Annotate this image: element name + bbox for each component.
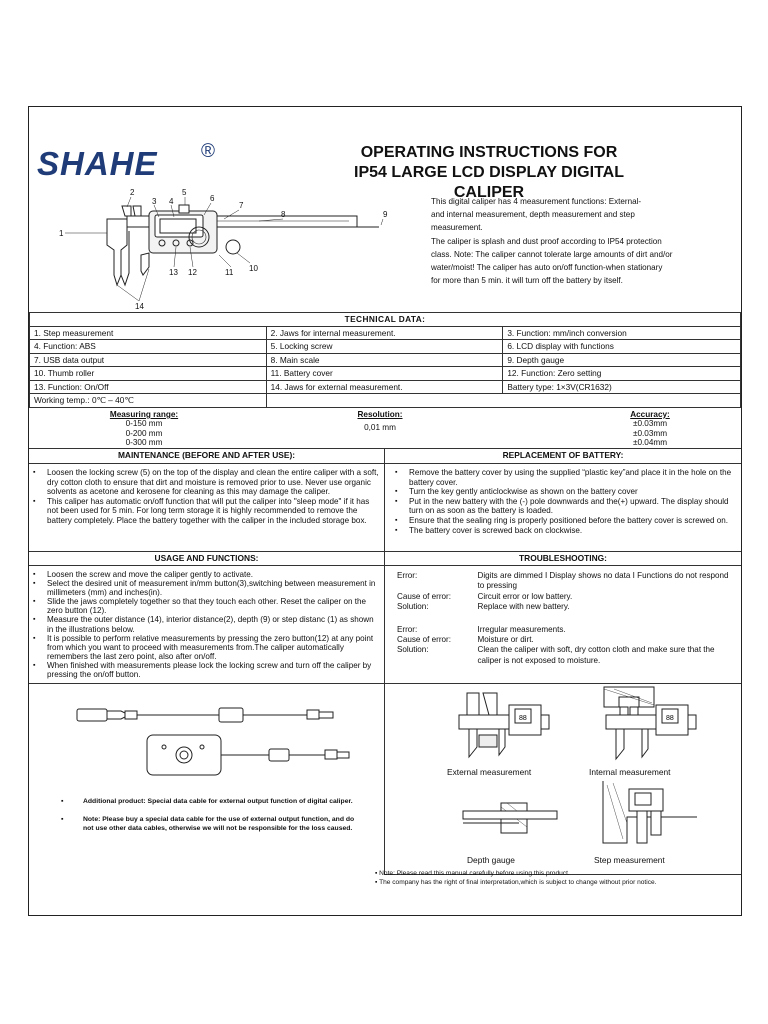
table-cell: 8. Main scale [266, 353, 503, 367]
internal-measurement-figure [594, 687, 704, 767]
title-line-2: IP54 LARGE LCD DISPLAY DIGITAL CALIPER [354, 164, 624, 201]
table-row [30, 394, 741, 408]
footer-notes [375, 869, 741, 888]
accuracy-value: ±0.03mm [632, 419, 668, 429]
list-item: ▪ Additional product: Special data cable for external output function of digital caliper. [57, 797, 357, 807]
resolution-value: 0,01 mm [364, 423, 396, 433]
table-row [30, 380, 741, 394]
external-measurement-caption: External measurement [447, 767, 532, 777]
list-item: ▪ Remove the battery cover by using the supplied “plastic key”and place it in the hole on the battery cover. [391, 468, 737, 487]
callout-12: 12 [188, 268, 197, 277]
callout-8: 8 [281, 210, 286, 219]
table-cell: Battery type: 1×3V(CR1632) [503, 380, 741, 394]
ts-label: Cause of error: [397, 591, 451, 601]
working-temp: Working temp.: 0℃ – 40℃ [30, 394, 267, 408]
table-row [30, 326, 741, 340]
table-cell: 2. Jaws for internal measurement. [266, 326, 503, 340]
table-row [397, 571, 737, 592]
table-row [397, 602, 737, 612]
ts-value: Irregular measurements. [477, 624, 566, 634]
ts-label: Error: [397, 571, 418, 580]
list-item: ▪ Select the desired unit of measurement in/mm button(3),switching between measurement in millimeters (mm) and inches(in). [29, 579, 379, 597]
empty-cell [503, 394, 741, 408]
ts-label: Solution: [397, 602, 429, 612]
accuracy-value: ±0.03mm [632, 428, 668, 438]
instruction-sheet [28, 106, 742, 916]
table-cell: 11. Battery cover [266, 367, 503, 381]
table-row [397, 613, 737, 635]
internal-measurement-caption: Internal measurement [589, 767, 671, 777]
technical-data-header: TECHNICAL DATA: [30, 313, 741, 327]
table-cell: 4. Function: ABS [30, 340, 267, 354]
table-cell: 10. Thumb roller [30, 367, 267, 381]
callout-3: 3 [152, 197, 157, 206]
list-item: ▪ Measure the outer distance (14), interior distance(2), depth (9) or step distanc (1) as shown in the illustrations below. [29, 615, 379, 633]
range-value: 0-150 mm [125, 419, 163, 429]
accuracy [595, 410, 705, 448]
intro-line: class. Note: The caliper cannot tolerate large amounts of dirt and/or [431, 249, 673, 259]
range-value: 0-300 mm [125, 438, 163, 448]
empty-cell [266, 394, 503, 408]
callout-2: 2 [130, 188, 135, 197]
lcd-digits: 88 [519, 715, 527, 722]
technical-data-table [29, 312, 741, 408]
callout-7: 7 [239, 201, 244, 210]
usage-header: USAGE AND FUNCTIONS: [29, 553, 384, 566]
table-cell: 9. Depth gauge [503, 353, 741, 367]
registered-mark: ® [201, 141, 215, 162]
footer-note-text: The company has the right of final interpretation,which is subject to change without prior notice. [379, 879, 657, 887]
footer-note: ▪ Note: Please read this manual carefully before using this product. [375, 870, 570, 877]
ts-label: Solution: [397, 645, 429, 655]
list-item: ▪ It is possible to perform relative measurements by pressing the zero button(12) at any point from which you want to proceed with measurements from.The caliper automatically remembers the last zero point, also after on/off. [29, 634, 379, 661]
list-item: ▪ Ensure that the sealing ring is properly positioned before the battery cover is screwed on. [391, 516, 737, 526]
table-cell: 13. Function: On/Off [30, 380, 267, 394]
troubleshooting-table [397, 571, 737, 666]
callout-11: 11 [225, 268, 234, 277]
external-measurement-figure [449, 687, 559, 767]
table-cell: 6. LCD display with functions [503, 340, 741, 354]
list-item: ▪ Note: Please buy a special data cable for the use of external output function, and do not use other data cables, otherwise we will not be responsible for the loss caused. [57, 815, 357, 834]
measuring-range [89, 410, 199, 448]
step-measurement-caption: Step measurement [594, 855, 665, 865]
intro-line: and internal measurement, depth measurement and step [431, 210, 635, 220]
table-cell: 5. Locking screw [266, 340, 503, 354]
list-item: ▪ Loosen the locking screw (5) on the top of the display and clean the entire caliper with a soft, dry cotton cloth to ensure that dirt and moisture is removed prior to use. Never use organic solvents as acetone and kerosene for cleaning as this may damage the caliper. [29, 468, 379, 497]
callout-5: 5 [182, 188, 187, 197]
list-item: ▪ Slide the jaws completely together so that they touch each other. Reset the caliper on the zero button (12). [29, 597, 379, 615]
list-item: ▪ The battery cover is screwed back on clockwise. [391, 526, 737, 536]
table-cell: 12. Function: Zero setting [503, 367, 741, 381]
table-row [397, 635, 737, 645]
callout-1: 1 [59, 229, 64, 238]
list-item: ▪ Loosen the screw and move the caliper gently to activate. [29, 570, 379, 579]
callout-10: 10 [249, 264, 258, 273]
footer-note-text: Note: Please read this manual carefully before using this product. [379, 870, 570, 877]
table-row [30, 367, 741, 381]
specs-row [29, 407, 741, 449]
table-row [397, 645, 737, 666]
table-row [30, 353, 741, 367]
accuracy-value: ±0.04mm [632, 438, 668, 448]
brand-logo: SHAHE [37, 145, 158, 182]
intro-text [431, 195, 721, 287]
table-cell: 1. Step measurement [30, 326, 267, 340]
step-measurement-figure [597, 777, 707, 855]
measuring-range-label: Measuring range: [109, 410, 179, 419]
callout-4: 4 [169, 197, 174, 206]
intro-line: The caliper is splash and dust proof according to IP54 protection [431, 236, 662, 246]
table-row [30, 340, 741, 354]
intro-line: water/moist! The caliper has auto on/off function-when stationary [431, 263, 663, 273]
callout-13: 13 [169, 268, 178, 277]
usage-section [29, 570, 379, 679]
range-value: 0-200 mm [125, 428, 163, 438]
resolution [325, 410, 435, 433]
ts-label: Error: [397, 624, 418, 634]
depth-gauge-figure [459, 797, 569, 847]
resolution-label: Resolution: [357, 410, 403, 419]
table-cell: 7. USB data output [30, 353, 267, 367]
ts-value: Moisture or dirt. [477, 635, 534, 645]
battery-header: REPLACEMENT OF BATTERY: [385, 450, 741, 464]
list-item: ▪ Put in the new battery with the (-) pole downwards and the(+) upward. The display should turn on as soon as the battery is loaded. [391, 497, 737, 516]
list-item: ▪ Turn the key gently anticlockwise as shown on the battery cover [391, 487, 737, 497]
document-title [319, 143, 659, 203]
data-cable-illustration [69, 695, 369, 787]
ts-value: Circuit error or low battery. [477, 591, 573, 601]
footer-note: ▪ The company has the right of final interpretation,which is subject to change without prior notice. [375, 879, 657, 887]
accuracy-label: Accuracy: [630, 410, 670, 419]
intro-line: for more than 5 min. it will turn off the battery by itself. [431, 276, 623, 286]
callout-14: 14 [135, 302, 144, 311]
maintenance-section [29, 468, 379, 526]
battery-section [391, 468, 737, 535]
intro-line: This digital caliper has 4 measurement functions: External- [431, 197, 642, 206]
callout-6: 6 [210, 194, 215, 203]
troubleshooting-header: TROUBLESHOOTING: [385, 553, 741, 566]
ts-value: Replace with new battery. [477, 602, 570, 612]
table-cell: 3. Function: mm/inch conversion [503, 326, 741, 340]
callout-9: 9 [383, 210, 388, 219]
ts-label: Cause of error: [397, 635, 451, 645]
ts-value: Clean the caliper with soft, dry cotton cloth and make sure that the caliper is not exposed to moisture. [477, 645, 715, 665]
table-row [397, 592, 737, 602]
list-item: ▪ This caliper has automatic on/off function that will put the caliper into "sleep mode" if it has not been used for 5 min. For long term storage it is highly recommended to remove the battery completely. Place the battery together with the caliper in the included storage box. [29, 497, 379, 526]
table-cell: 14. Jaws for external measurement. [266, 380, 503, 394]
title-line-1: OPERATING INSTRUCTIONS FOR [360, 144, 618, 161]
ts-value: Digits are dimmed I Display shows no data I Functions do not respond to pressing [477, 571, 729, 591]
depth-gauge-caption: Depth gauge [467, 855, 515, 865]
intro-line: measurement. [431, 223, 483, 233]
caliper-diagram [59, 175, 388, 311]
list-item: ▪ When finished with measurements please lock the locking screw and turn off the caliper by pressing the on/off button. [29, 661, 379, 679]
lcd-digits: 88 [666, 715, 674, 722]
accessory-notes [57, 797, 357, 834]
maintenance-header: MAINTENANCE (BEFORE AND AFTER USE): [29, 450, 384, 464]
